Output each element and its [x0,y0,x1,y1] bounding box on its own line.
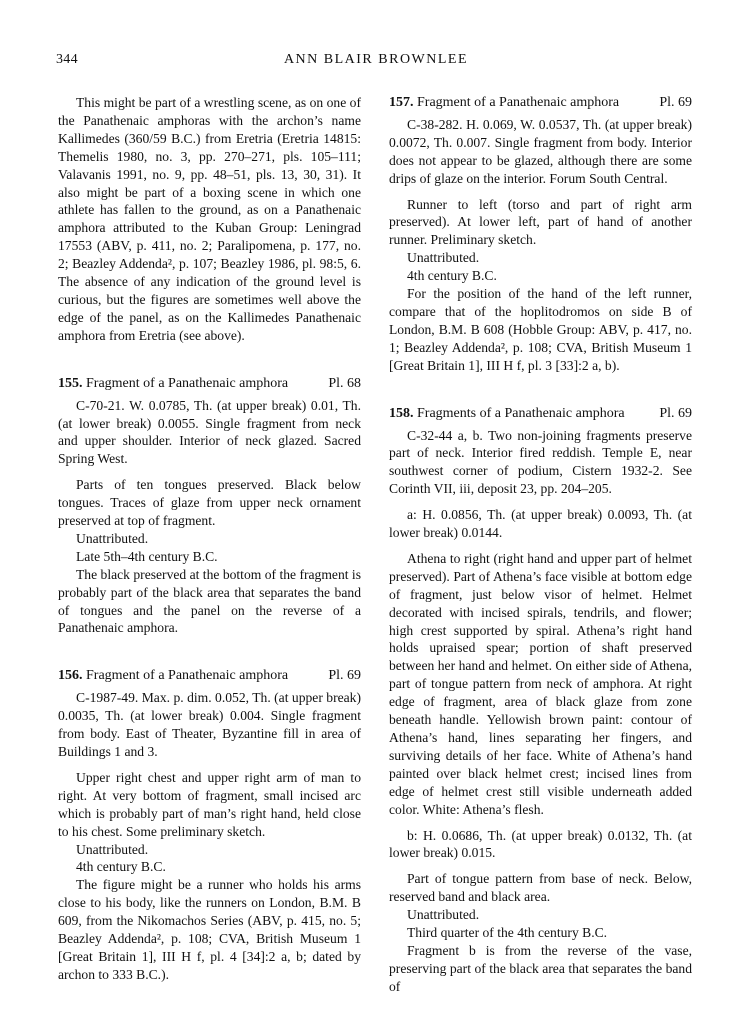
entry-date: 4th century B.C. [407,268,497,284]
entry-number: 155. [58,375,83,391]
entry-description: C-38-282. H. 0.069, W. 0.0537, Th. (at upper break) 0.0072, Th. 0.007. Single fragment from body. Interior does not appear to be glazed, although there are some drips of glaze on the interior. Forum South Central. [389,116,692,186]
fragment-b-measurements: b: H. 0.0686, Th. (at upper break) 0.0132, Th. (at lower break) 0.015. [389,827,692,861]
left-column [58,94,361,984]
right-column [389,94,692,996]
entry-date: Late 5th–4th century B.C. [76,548,218,564]
entry-description: C-32-44 a, b. Two non-joining fragments preserve part of neck. Interior fired reddish. Temple E, near southwest corner of podium, Cistern 1932-2. See Corinth VII, iii, deposit 23, pp. 204–205. [389,427,692,497]
entry-attribution: Unattributed. [407,250,480,266]
entry-paragraph: Part of tongue pattern from base of neck. Below, reserved band and black area. [389,871,692,905]
plate-reference: Pl. 69 [328,668,361,684]
entry-title: Fragments of a Panathenaic amphora [417,405,625,421]
entry-paragraph: Fragment b is from the reverse of the vase, preserving part of the black area that separates the band of [389,942,692,994]
entry-title: Fragment of a Panathenaic amphora [417,95,620,110]
entry-paragraph: The black preserved at the bottom of the fragment is probably part of the black area that separates the band of tongues and the panel on the reverse of a Panathenaic amphora. [58,566,361,636]
plate-reference: Pl. 69 [659,405,692,421]
plate-reference: Pl. 68 [328,375,361,391]
entry-description: C-70-21. W. 0.0785, Th. (at upper break) 0.01, Th. (at lower break) 0.0055. Single fragment from neck and upper shoulder. Interior of neck glazed. Sacred Spring West. [58,397,361,467]
entry-paragraph: Upper right chest and upper right arm of man to right. At very bottom of fragment, small incised arc which is probably part of man’s right hand, held close to his chest. Some preliminary sketch. [58,769,361,839]
entry-title: Fragment of a Panathenaic amphora [86,375,289,391]
entry-number: 157. [389,95,414,110]
entry-date: Third quarter of the 4th century B.C. [407,925,608,941]
entry-description: C-1987-49. Max. p. dim. 0.052, Th. (at upper break) 0.0035, Th. (at lower break) 0.004. Single fragment from body. East of Theater, Byzantine fill in area of Buildings 1 and 3. [58,690,361,759]
entry-date: 4th century B.C. [76,859,166,875]
plate-reference: Pl. 69 [659,95,692,110]
entry-paragraph: The figure might be a runner who holds his arms close to his body, like the runners on London, B.M. B 609, from the Nikomachos Series (ABV, p. 415, no. 5; Beazley Addenda², p. 108; CVA, British Museum 1 [Great Britain 1], III H f, pl. 4 [34]:2 a, b; dated by archon to 333 B.C.). [58,877,361,982]
entry-paragraph: Parts of ten tongues preserved. Black below tongues. Traces of glaze from upper neck ornament preserved at top of fragment. [58,477,361,529]
entry-156-heading [58,667,361,685]
running-header [56,52,696,74]
running-title: ANN BLAIR BROWNLEE [283,52,469,67]
entry-paragraph: For the position of the hand of the left runner, compare that of the hoplitodromos on side B of London, B.M. B 608 (Hobble Group: ABV, p. 417, no. 1; Beazley Addenda², p. 108; CVA, British Museum 1 [Great Britain 1], III H f, pl. 3 [33]:2 a, b). [389,286,692,373]
entry-paragraph: Runner to left (torso and part of right arm preserved). At lower left, part of hand of another runner. Preliminary sketch. [389,196,692,248]
entry-number: 156. [58,668,83,684]
intro-paragraph: This might be part of a wrestling scene, as on one of the Panathenaic amphoras with the archon’s name Kallimedes (360/59 B.C.) from Eretria (Eretria 14815: Themelis 1980, no. 3, pp. 270–271, pls. 105–111; Valavanis 1991, no. 9, pp. 48–51, pls. 13, 30, 31). It also might be part of a boxing scene in which one athlete has fallen to the ground, as on a Panathenaic amphora attributed to the Kuban Group: Leningrad 17553 (ABV, p. 411, no. 2; Paralipomena, p. 177, no. 2; Beazley Addenda², p. 107; Beazley 1986, pl. 98:5, 6. The absence of any indication of the ground level is curious, but the figures are sometimes well above the edge of the panel, as on the Kallimedes Panathenaic amphora from Eretria (see above). [58,95,361,343]
fragment-a-measurements: a: H. 0.0856, Th. (at upper break) 0.0093, Th. (at lower break) 0.0144. [389,507,692,541]
entry-158-heading [389,405,692,423]
entry-title: Fragment of a Panathenaic amphora [86,668,289,684]
entry-number: 158. [389,405,414,421]
entry-attribution: Unattributed. [407,907,480,923]
entry-attribution: Unattributed. [76,530,149,546]
entry-157-heading [389,94,692,112]
entry-155-heading [58,375,361,393]
fragment-a-description: Athena to right (right hand and upper part of helmet preserved). Part of Athena’s face visible at bottom edge of fragment, just below visor of helmet. Helmet decorated with incised spirals, tendrils, and flower; high crest supported by spiral. Athena’s right hand holds upraised spear; portion of shaft preserved between her hand and helmet. On either side of Athena, part of tongue pattern from neck of amphora. At right edge of fragment, area of black glaze from zone beneath handle. Yellowish brown paint: contour of Athena’s hand, lines separating her fingers, and surviving details of her face. White of Athena’s hand painted over black helmet crest; incised lines from edge of helmet crest still visible underneath added color. White: Athena’s flesh. [389,550,692,817]
entry-attribution: Unattributed. [76,841,149,857]
page-number: 344 [56,52,78,67]
